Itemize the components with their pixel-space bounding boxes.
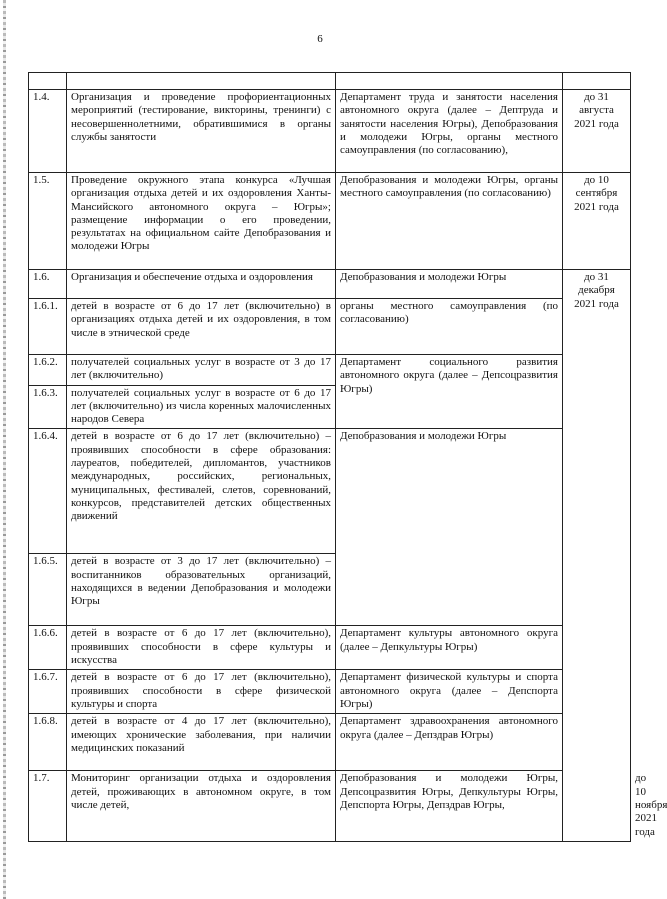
table-row xyxy=(29,429,631,554)
item-number: 1.6. xyxy=(29,270,67,299)
item-responsible: Департамент здравоохранения автономного округа (далее – Депздрав Югры) xyxy=(336,714,563,771)
item-event: детей в возрасте от 6 до 17 лет (включительно) – проявивших способности в сфере образования: лауреатов, победителей, дипломантов, участников международных, российских, региональных, муниципальных, фестивалей, слетов, соревнований, конкурсов, представителей детских общественных движений xyxy=(67,429,336,554)
item-responsible: Департамент культуры автономного округа (далее – Депкультуры Югры) xyxy=(336,626,563,670)
item-deadline: до 10 сентября 2021 года xyxy=(563,173,631,270)
table-row xyxy=(29,173,631,270)
table-header-row xyxy=(29,73,631,90)
item-event: Проведение окружного этапа конкурса «Лучшая организация отдыха детей и их оздоровления Ханты-Мансийского автономного округа – Югры»; размещение информации о его проведении, результатах на официальном сайте Депобразования и молодежи Югры xyxy=(67,173,336,270)
item-number: 1.5. xyxy=(29,173,67,270)
table-row: 1.7. Мониторинг организации отдыха и оздоровления детей, проживающих в автономном округе, в том числе детей, Депобразования и молодежи Югры, Депсоцразвития Югры, Депкультуры Югры, Депспорта Югры, Депздрав Югры, до 10 ноября 2021 года xyxy=(29,771,631,841)
item-number: 1.6.1. xyxy=(29,299,67,355)
item-number: 1.6.5. xyxy=(29,554,67,626)
item-event: получателей социальных услуг в возрасте от 3 до 17 лет (включительно) xyxy=(67,355,336,386)
item-responsible: Департамент социального развития автономного округа (далее – Депсоцразвития Югры) xyxy=(336,355,563,429)
item-event: детей в возрасте от 4 до 17 лет (включительно), имеющих хронические заболевания, при наличии медицинских показаний xyxy=(67,714,336,771)
item-event: детей в возрасте от 3 до 17 лет (включительно) – воспитанников образовательных организаций, находящихся в ведении Депобразования и молодежи Югры xyxy=(67,554,336,626)
item-event: детей в возрасте от 6 до 17 лет (включительно) в организациях отдыха детей и их оздоровления, в том числе в этнической среде xyxy=(67,299,336,355)
table-row xyxy=(29,355,631,386)
table-row xyxy=(29,90,631,173)
table-row xyxy=(29,714,631,771)
item-event: Организация и проведение профориентационных мероприятий (тестирование, викторины, тренинги) с несовершеннолетними, обратившимися в органы службы занятости xyxy=(67,90,336,173)
scan-edge-artifact xyxy=(3,0,6,899)
item-deadline: до 31 августа 2021 года xyxy=(563,90,631,173)
item-event: детей в возрасте от 6 до 17 лет (включительно), проявивших способности в сфере физической культуры и спорта xyxy=(67,670,336,714)
item-number: 1.6.7. xyxy=(29,670,67,714)
item-responsible: Депобразования и молодежи Югры xyxy=(336,270,563,299)
item-responsible: Депобразования и молодежи Югры, Депсоцразвития Югры, Депкультуры Югры, Депспорта Югры, Депздрав Югры, xyxy=(336,771,563,841)
item-event: детей в возрасте от 6 до 17 лет (включительно), проявивших способности в сфере культуры и искусства xyxy=(67,626,336,670)
page-number: 6 xyxy=(317,33,323,45)
table-row xyxy=(29,626,631,670)
item-number: 1.6.3. xyxy=(29,385,67,429)
item-deadline: до 31 декабря 2021 года xyxy=(563,270,631,842)
item-event: Организация и обеспечение отдыха и оздоровления xyxy=(67,270,336,299)
item-responsible: органы местного самоуправления (по согласованию) xyxy=(336,299,563,355)
item-event: Мониторинг организации отдыха и оздоровления детей, проживающих в автономном округе, в том числе детей, xyxy=(67,771,336,841)
header-cell xyxy=(563,73,631,90)
table-row xyxy=(29,270,631,299)
item-responsible: Депобразования и молодежи Югры, органы местного самоуправления (по согласованию) xyxy=(336,173,563,270)
table-row xyxy=(29,670,631,714)
table-row xyxy=(29,299,631,355)
plan-table xyxy=(28,72,667,842)
item-responsible: Департамент физической культуры и спорта автономного округа (далее – Депспорта Югры) xyxy=(336,670,563,714)
item-number: 1.6.8. xyxy=(29,714,67,771)
header-cell xyxy=(29,73,67,90)
item-number: 1.7. xyxy=(29,771,67,841)
item-number: 1.4. xyxy=(29,90,67,173)
item-number: 1.6.4. xyxy=(29,429,67,554)
header-cell xyxy=(67,73,336,90)
header-cell xyxy=(336,73,563,90)
item-number: 1.6.6. xyxy=(29,626,67,670)
item-responsible: Департамент труда и занятости населения автономного округа (далее – Дептруда и занятости населения Югры), Депобразования и молодежи Югры, органы местного самоуправления (по согласованию), xyxy=(336,90,563,173)
item-responsible: Депобразования и молодежи Югры xyxy=(336,429,563,626)
item-event: получателей социальных услуг в возрасте от 6 до 17 лет (включительно) из числа коренных малочисленных народов Севера xyxy=(67,385,336,429)
item-number: 1.6.2. xyxy=(29,355,67,386)
